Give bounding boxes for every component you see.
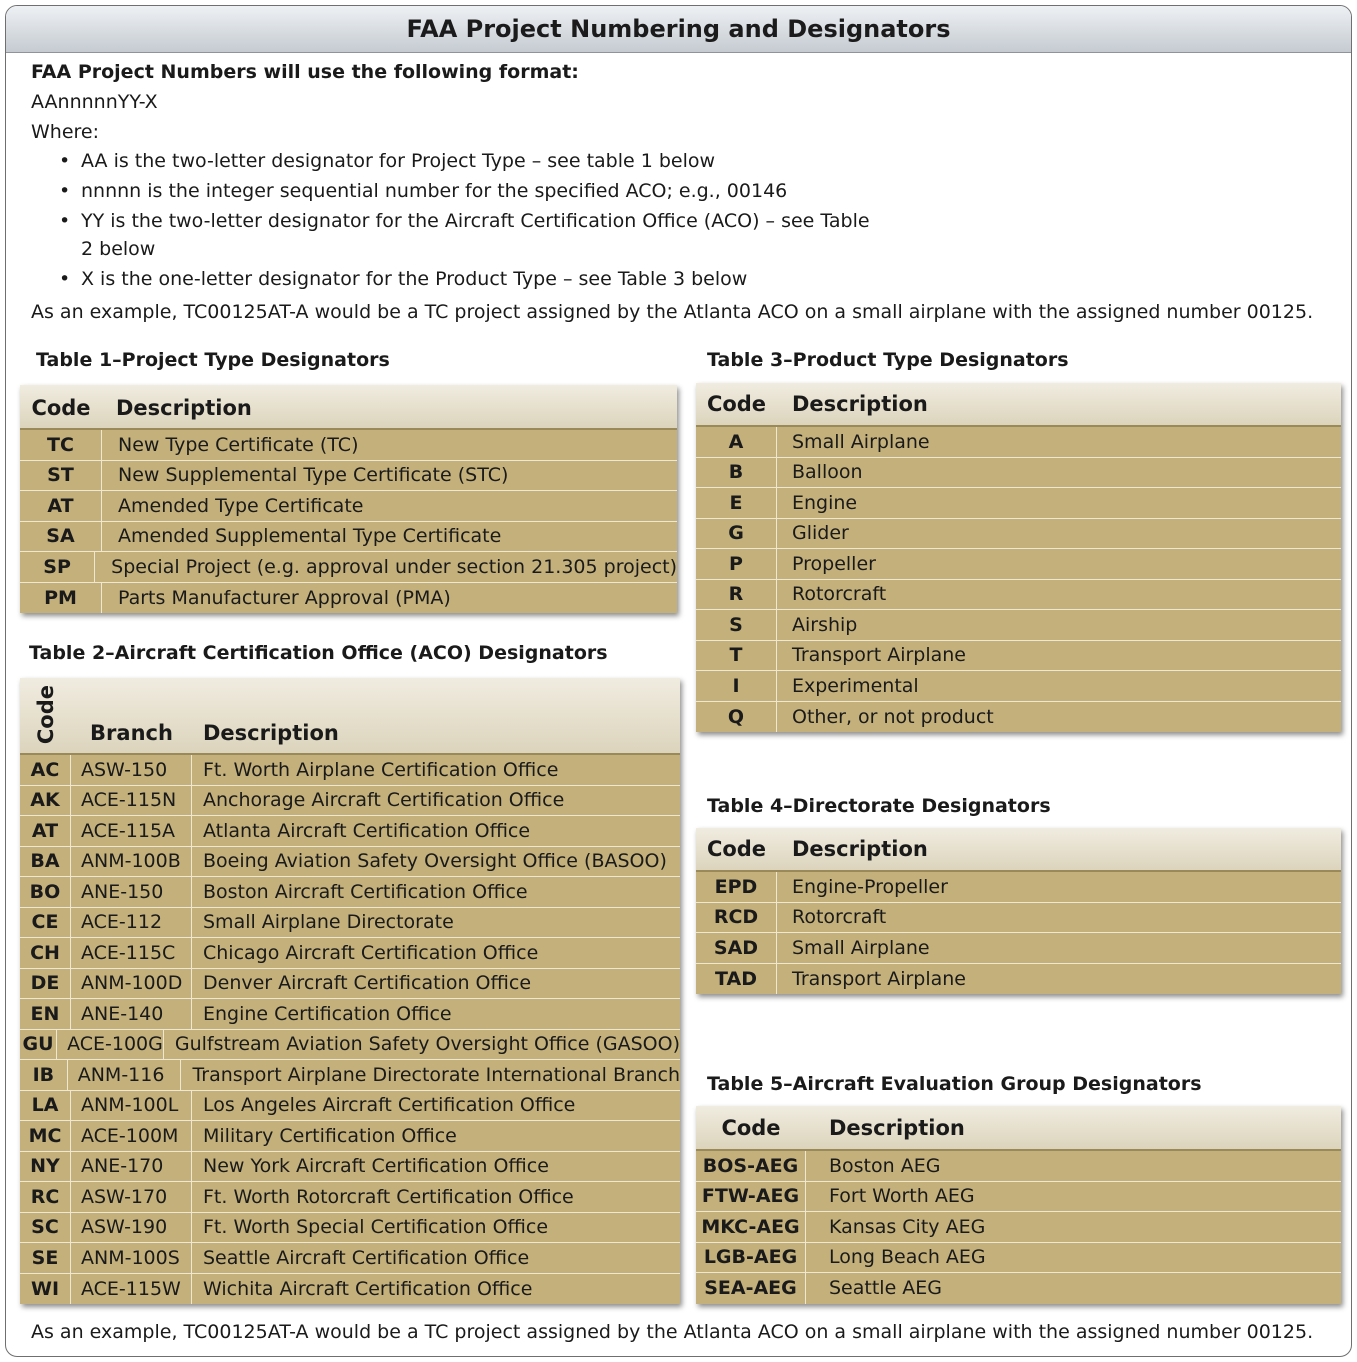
branch-cell: ACE-115A (71, 816, 192, 846)
code-cell: CH (20, 938, 71, 968)
table5 (696, 1106, 1341, 1304)
table2-header-description: Description (203, 721, 339, 745)
table-row (20, 1213, 680, 1244)
description-cell: Boeing Aviation Safety Oversight Office (BASOO) (203, 850, 667, 873)
branch-cell: ACE-115N (71, 786, 192, 816)
table4-header (696, 828, 1341, 872)
branch-cell: ANE-170 (71, 1152, 192, 1182)
table-row (20, 877, 680, 908)
code-cell: GU (20, 1030, 57, 1060)
table-row (20, 938, 680, 969)
code-cell: AK (20, 786, 71, 816)
table-row (696, 1151, 1341, 1182)
example-text: As an example, TC00125AT-A would be a TC project assigned by the Atlanta ACO on a small airplane with the assigned number 00125. (31, 301, 1314, 323)
code-cell: IB (20, 1060, 68, 1090)
table-row (20, 1121, 680, 1152)
table-row (20, 755, 680, 786)
code-cell: SAD (696, 933, 777, 963)
table-row (20, 461, 677, 492)
table-row (20, 847, 680, 878)
description-cell: Rotorcraft (792, 906, 887, 929)
table5-header-code: Code (721, 1116, 781, 1140)
table-row (696, 580, 1341, 611)
code-cell: Q (696, 702, 777, 733)
format-bullets (59, 147, 1331, 293)
description-cell: Small Airplane (792, 936, 930, 959)
description-cell: Kansas City AEG (829, 1215, 986, 1238)
table-row (20, 430, 677, 461)
table-row (696, 702, 1341, 733)
table-row (20, 1152, 680, 1183)
code-cell: LA (20, 1091, 71, 1121)
table-row (20, 1182, 680, 1213)
description-cell: Experimental (792, 674, 919, 697)
table1-title: Table 1–Project Type Designators (36, 349, 390, 371)
description-cell: Transport Airplane (792, 644, 966, 667)
description-cell: Glider (792, 522, 849, 545)
description-cell: Transport Airplane Directorate International Branch (192, 1063, 680, 1086)
table-row (20, 969, 680, 1000)
table-row (20, 522, 677, 553)
table-row (696, 488, 1341, 519)
table2-header-code: Code (33, 684, 58, 744)
code-cell: A (696, 427, 777, 457)
code-cell: WI (20, 1274, 71, 1305)
code-cell: R (696, 580, 777, 610)
description-cell: Transport Airplane (792, 967, 966, 990)
description-cell: Propeller (792, 552, 876, 575)
table2-body (20, 755, 680, 1304)
table2-title: Table 2–Aircraft Certification Office (ACO) Designators (29, 642, 608, 664)
table5-title: Table 5–Aircraft Evaluation Group Designators (707, 1073, 1202, 1095)
table3 (696, 383, 1341, 732)
code-cell: SE (20, 1243, 71, 1273)
table-row (696, 964, 1341, 995)
table2-header-branch: Branch (90, 721, 173, 745)
code-cell: BA (20, 847, 71, 877)
description-cell: Fort Worth AEG (829, 1185, 975, 1208)
description-cell: New York Aircraft Certification Office (203, 1155, 549, 1178)
table-row (20, 1060, 680, 1091)
code-cell: PM (20, 583, 102, 614)
format-string: AAnnnnnYY-X (31, 91, 158, 113)
code-cell: LGB-AEG (696, 1243, 806, 1273)
description-cell: Military Certification Office (203, 1124, 457, 1147)
description-cell: Long Beach AEG (829, 1246, 986, 1269)
table1-header-description: Description (116, 396, 252, 420)
table-row (696, 933, 1341, 964)
code-cell: TC (20, 430, 102, 460)
table4-header-description: Description (792, 837, 928, 861)
table-row (696, 549, 1341, 580)
table5-body (696, 1151, 1341, 1304)
branch-cell: ASW-190 (71, 1213, 192, 1243)
table-row (20, 1274, 680, 1305)
branch-cell: ACE-112 (71, 908, 192, 938)
code-cell: E (696, 488, 777, 518)
code-cell: ST (20, 461, 102, 491)
bullet-item: • YY is the two-letter designator for the Aircraft Certification Office (ACO) – see Table 2 below (59, 207, 879, 263)
branch-cell: ANM-116 (68, 1060, 182, 1090)
table2-header-code-cell (20, 685, 71, 753)
table-row (20, 999, 680, 1030)
table-row (20, 583, 677, 614)
description-cell: New Supplemental Type Certificate (STC) (118, 464, 509, 487)
bullet-item: • AA is the two-letter designator for Project Type – see table 1 below (59, 147, 1331, 175)
table-row (696, 610, 1341, 641)
code-cell: MKC-AEG (696, 1212, 806, 1242)
code-cell: AT (20, 816, 71, 846)
table-row (696, 1243, 1341, 1274)
branch-cell: ANM-100S (71, 1243, 192, 1273)
description-cell: Parts Manufacturer Approval (PMA) (118, 586, 451, 609)
branch-cell: ANE-150 (71, 877, 192, 907)
code-cell: DE (20, 969, 71, 999)
description-cell: Los Angeles Aircraft Certification Office (203, 1094, 576, 1117)
table-row (20, 552, 677, 583)
table-row (20, 1091, 680, 1122)
table4 (696, 828, 1341, 994)
description-cell: Balloon (792, 461, 863, 484)
code-cell: AC (20, 755, 71, 785)
table-row (696, 641, 1341, 672)
description-cell: Amended Type Certificate (118, 494, 364, 517)
code-cell: SEA-AEG (696, 1273, 806, 1304)
code-cell: TAD (696, 964, 777, 995)
code-cell: BOS-AEG (696, 1151, 806, 1181)
table3-body (696, 427, 1341, 732)
table3-title: Table 3–Product Type Designators (707, 349, 1069, 371)
table3-header (696, 383, 1341, 427)
description-cell: Chicago Aircraft Certification Office (203, 941, 539, 964)
branch-cell: ASW-170 (71, 1182, 192, 1212)
description-cell: Seattle AEG (829, 1277, 943, 1300)
table-row (20, 816, 680, 847)
description-cell: Anchorage Aircraft Certification Office (203, 789, 565, 812)
branch-cell: ANM-100D (71, 969, 192, 999)
table1 (20, 385, 677, 613)
code-cell: CE (20, 908, 71, 938)
table5-header-description: Description (829, 1116, 965, 1140)
code-cell: SA (20, 522, 102, 552)
table-row (696, 872, 1341, 903)
code-cell: EN (20, 999, 71, 1029)
description-cell: Other, or not product (792, 705, 994, 728)
description-cell: Airship (792, 613, 858, 636)
table-row (20, 491, 677, 522)
page-title: FAA Project Numbering and Designators (6, 6, 1351, 53)
code-cell: MC (20, 1121, 71, 1151)
table-row (696, 427, 1341, 458)
description-cell: Wichita Aircraft Certification Office (203, 1277, 533, 1300)
intro-heading: FAA Project Numbers will use the following format: (31, 61, 579, 83)
description-cell: Denver Aircraft Certification Office (203, 972, 532, 995)
table1-header-code: Code (31, 396, 91, 420)
code-cell: AT (20, 491, 102, 521)
description-cell: Atlanta Aircraft Certification Office (203, 819, 531, 842)
table4-header-code: Code (706, 837, 767, 861)
table5-header (696, 1106, 1341, 1151)
branch-cell: ASW-150 (71, 755, 192, 785)
code-cell: SC (20, 1213, 71, 1243)
description-cell: Small Airplane Directorate (203, 911, 454, 934)
code-cell: I (696, 671, 777, 701)
bullet-item: • X is the one-letter designator for the Product Type – see Table 3 below (59, 265, 1331, 293)
branch-cell: ACE-100G (57, 1030, 164, 1060)
table2 (20, 678, 680, 1304)
table-row (696, 903, 1341, 934)
branch-cell: ACE-115C (71, 938, 192, 968)
description-cell: Boston Aircraft Certification Office (203, 880, 528, 903)
bottom-example-text: As an example, TC00125AT-A would be a TC project assigned by the Atlanta ACO on a small airplane with the assigned number 00125. (31, 1321, 1314, 1343)
table2-header (20, 678, 680, 755)
description-cell: Gulfstream Aviation Safety Oversight Office (GASOO) (174, 1033, 680, 1056)
description-cell: Special Project (e.g. approval under section 21.305 project) (111, 555, 677, 578)
code-cell: RC (20, 1182, 71, 1212)
code-cell: B (696, 458, 777, 488)
branch-cell: ANE-140 (71, 999, 192, 1029)
code-cell: P (696, 549, 777, 579)
code-cell: BO (20, 877, 71, 907)
table3-header-code: Code (706, 392, 767, 416)
table-row (696, 1273, 1341, 1304)
code-cell: S (696, 610, 777, 640)
table-row (20, 908, 680, 939)
branch-cell: ACE-115W (71, 1274, 192, 1305)
table4-body (696, 872, 1341, 994)
branch-cell: ANM-100L (71, 1091, 192, 1121)
table-row (696, 458, 1341, 489)
description-cell: Ft. Worth Special Certification Office (203, 1216, 549, 1239)
table-row (696, 1212, 1341, 1243)
code-cell: FTW-AEG (696, 1182, 806, 1212)
code-cell: NY (20, 1152, 71, 1182)
description-cell: Rotorcraft (792, 583, 887, 606)
table-row (696, 1182, 1341, 1213)
description-cell: Engine Certification Office (203, 1002, 452, 1025)
table3-header-description: Description (792, 392, 928, 416)
table4-title: Table 4–Directorate Designators (707, 795, 1051, 817)
intro-section (31, 57, 1331, 327)
where-label: Where: (31, 121, 100, 143)
table-row (696, 671, 1341, 702)
code-cell: T (696, 641, 777, 671)
bullet-item: • nnnnn is the integer sequential number for the specified ACO; e.g., 00146 (59, 177, 1331, 205)
description-cell: New Type Certificate (TC) (118, 433, 359, 456)
table-row (20, 786, 680, 817)
description-cell: Small Airplane (792, 430, 930, 453)
table1-body (20, 430, 677, 613)
code-cell: EPD (696, 872, 777, 902)
table-row (696, 519, 1341, 550)
branch-cell: ACE-100M (71, 1121, 192, 1151)
description-cell: Boston AEG (829, 1154, 941, 1177)
table-row (20, 1243, 680, 1274)
table1-header (20, 385, 677, 430)
description-cell: Engine (792, 491, 858, 514)
description-cell: Ft. Worth Airplane Certification Office (203, 758, 559, 781)
description-cell: Amended Supplemental Type Certificate (118, 525, 502, 548)
code-cell: RCD (696, 903, 777, 933)
description-cell: Engine-Propeller (792, 875, 948, 898)
description-cell: Seattle Aircraft Certification Office (203, 1246, 530, 1269)
code-cell: SP (20, 552, 95, 582)
branch-cell: ANM-100B (71, 847, 192, 877)
code-cell: G (696, 519, 777, 549)
table-row (20, 1030, 680, 1061)
description-cell: Ft. Worth Rotorcraft Certification Office (203, 1185, 574, 1208)
